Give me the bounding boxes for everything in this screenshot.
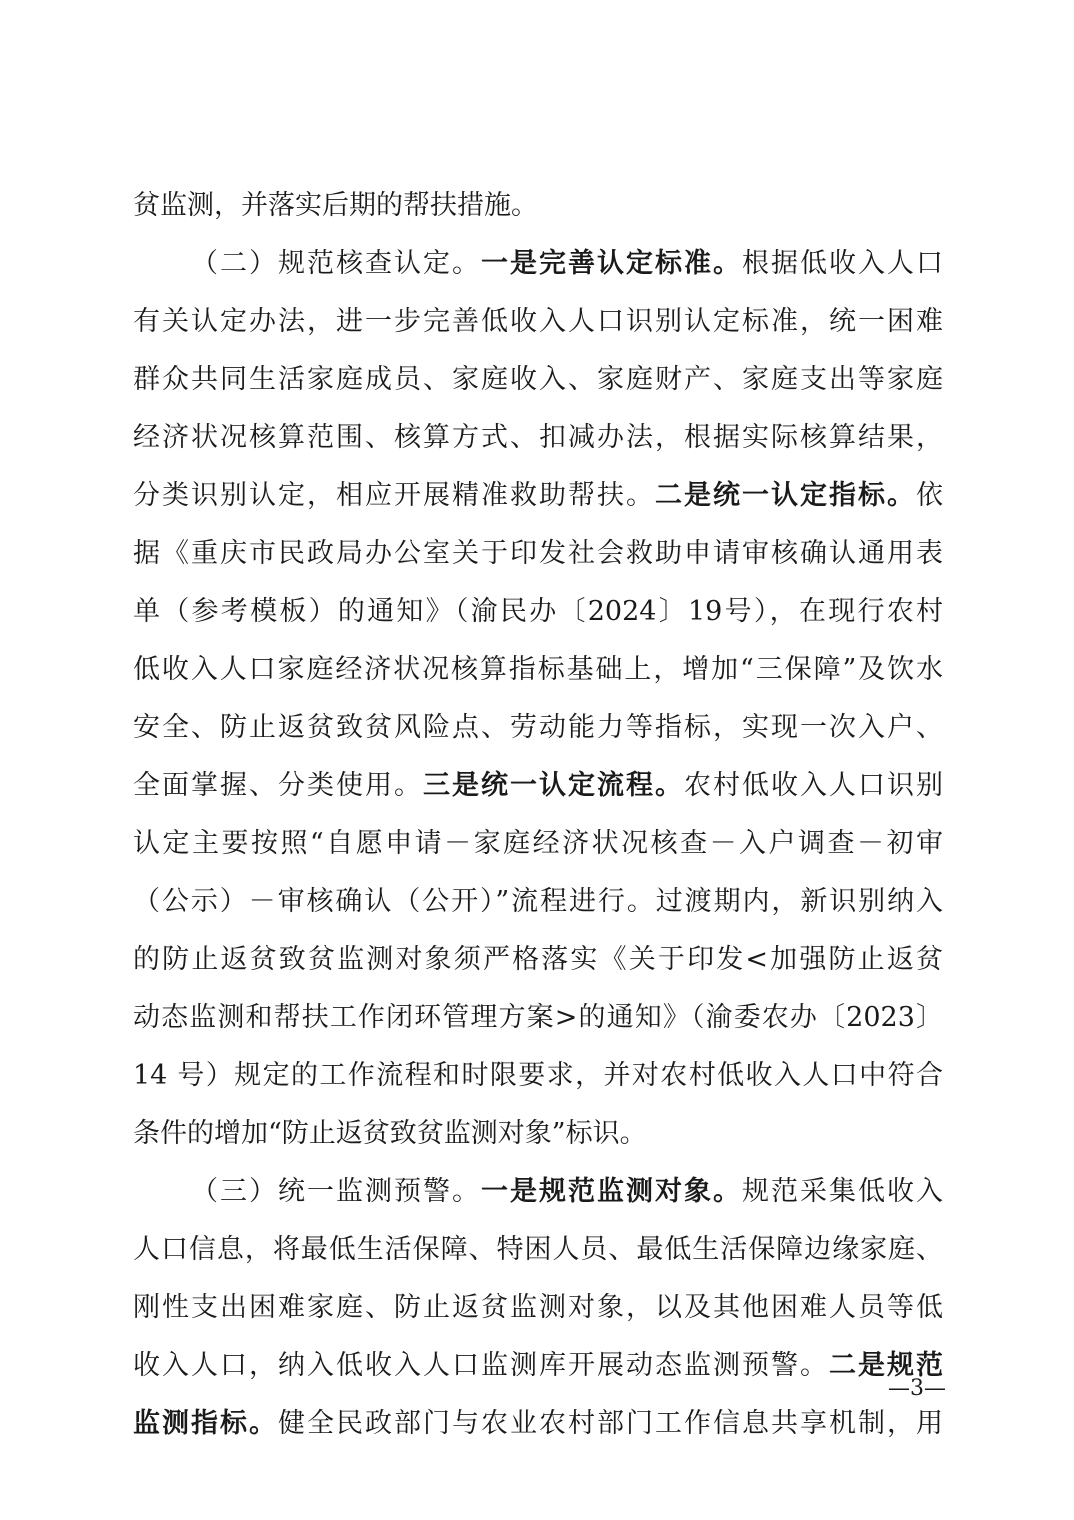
bold-emphasis-text: 二是统一认定指标。 xyxy=(655,480,916,511)
body-text: 依 xyxy=(916,480,943,511)
text-line-18 xyxy=(191,1172,943,1212)
bold-emphasis-text: 一是规范监测对象。 xyxy=(481,1176,742,1207)
page-number: —3— xyxy=(888,1376,946,1401)
text-line-19 xyxy=(133,1230,943,1270)
text-line-10 xyxy=(133,708,943,748)
bold-emphasis-text: 监测指标。 xyxy=(133,1408,278,1439)
body-text: （三）统一监测预警。 xyxy=(191,1176,481,1207)
body-text: 贫监测，并落实后期的帮扶措施。 xyxy=(133,190,538,221)
body-text: 群众共同生活家庭成员、家庭收入、家庭财产、家庭支出等家庭 xyxy=(133,364,943,395)
text-line-14 xyxy=(133,940,943,980)
text-line-2 xyxy=(191,244,943,284)
text-line-21 xyxy=(133,1346,943,1386)
body-text: 的防止返贫致贫监测对象须严格落实《关于印发<加强防止返贫 xyxy=(133,944,943,975)
body-text: 单（参考模板）的通知》（渝民办〔2024〕19号），在现行农村 xyxy=(133,596,943,627)
body-text: 分类识别认定，相应开展精准救助帮扶。 xyxy=(133,480,655,511)
body-text: 刚性支出困难家庭、防止返贫监测对象，以及其他困难人员等低 xyxy=(133,1292,943,1323)
body-text: 动态监测和帮扶工作闭环管理方案>的通知》（渝委农办〔2023〕 xyxy=(133,1002,943,1033)
text-line-4 xyxy=(133,360,943,400)
text-line-1 xyxy=(133,186,943,226)
text-line-8 xyxy=(133,592,943,632)
text-line-12 xyxy=(133,824,943,864)
text-line-15 xyxy=(133,998,943,1038)
body-text: 据《重庆市民政局办公室关于印发社会救助申请审核确认通用表 xyxy=(133,538,943,569)
body-text: 低收入人口家庭经济状况核算指标基础上，增加“三保障”及饮水 xyxy=(133,654,943,685)
text-line-13 xyxy=(133,882,943,922)
bold-emphasis-text: 二是规范 xyxy=(829,1350,943,1381)
body-text: 认定主要按照“自愿申请－家庭经济状况核查－入户调查－初审 xyxy=(133,828,943,859)
body-text: 条件的增加“防止返贫致贫监测对象”标识。 xyxy=(133,1118,647,1149)
text-line-22 xyxy=(133,1404,943,1444)
body-text: 有关认定办法，进一步完善低收入人口识别认定标准，统一困难 xyxy=(133,306,943,337)
bold-emphasis-text: 一是完善认定标准。 xyxy=(481,248,742,279)
body-text: （二）规范核查认定。 xyxy=(191,248,481,279)
bold-emphasis-text: 三是统一认定流程。 xyxy=(423,770,684,801)
body-text: 全面掌握、分类使用。 xyxy=(133,770,423,801)
body-text: （公示）－审核确认（公开）”流程进行。过渡期内，新识别纳入 xyxy=(133,886,943,917)
body-text: 农村低收入人口识别 xyxy=(684,770,943,801)
body-text: 安全、防止返贫致贫风险点、劳动能力等指标，实现一次入户、 xyxy=(133,712,943,743)
text-line-9 xyxy=(133,650,943,690)
text-line-11 xyxy=(133,766,943,806)
text-line-3 xyxy=(133,302,943,342)
body-text: 规范采集低收入 xyxy=(742,1176,943,1207)
text-line-6 xyxy=(133,476,943,516)
text-line-7 xyxy=(133,534,943,574)
body-text: 收入人口，纳入低收入人口监测库开展动态监测预警。 xyxy=(133,1350,829,1381)
body-text: 健全民政部门与农业农村部门工作信息共享机制，用 xyxy=(278,1408,943,1439)
body-text: 根据低收入人口 xyxy=(742,248,943,279)
body-text: 人口信息，将最低生活保障、特困人员、最低生活保障边缘家庭、 xyxy=(133,1234,943,1265)
body-text: 经济状况核算范围、核算方式、扣减办法，根据实际核算结果， xyxy=(133,422,943,453)
text-line-20 xyxy=(133,1288,943,1328)
text-line-5 xyxy=(133,418,943,458)
text-line-16 xyxy=(133,1056,943,1096)
text-line-17 xyxy=(133,1114,943,1154)
body-text: 14 号）规定的工作流程和时限要求，并对农村低收入人口中符合 xyxy=(133,1060,943,1091)
